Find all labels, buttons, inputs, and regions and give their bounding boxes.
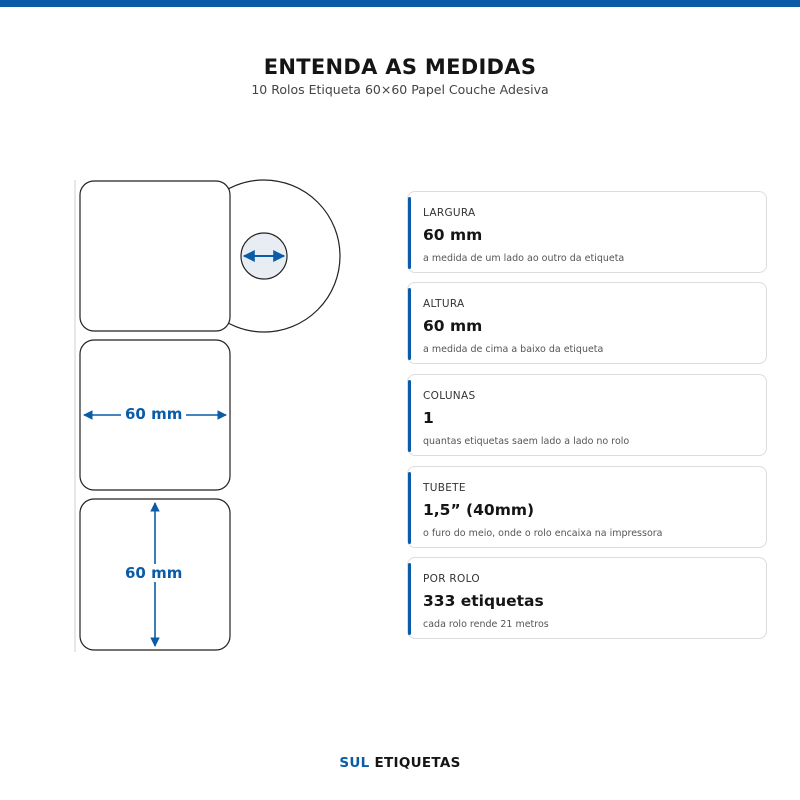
page-subtitle: 10 Rolos Etiqueta 60×60 Papel Couche Adesiva (251, 82, 549, 97)
spec-label: LARGURA (423, 207, 476, 219)
card-accent-bar (408, 288, 411, 360)
brand-name-part2: ETIQUETAS (374, 755, 461, 771)
width-dimension-label: 60 mm (121, 405, 186, 423)
spec-value: 60 mm (423, 317, 483, 335)
spec-card-largura (407, 191, 767, 273)
spec-value: 333 etiquetas (423, 592, 544, 610)
label-top (80, 181, 230, 331)
spec-value: 60 mm (423, 226, 483, 244)
spec-description: cada rolo rende 21 metros (423, 619, 549, 630)
roll-diagram-svg (0, 0, 400, 700)
label-roll-diagram (0, 0, 400, 700)
brand-name-part1: SUL (339, 755, 370, 771)
spec-label: ALTURA (423, 298, 465, 310)
card-accent-bar (408, 197, 411, 269)
spec-label: TUBETE (423, 482, 466, 494)
spec-label: COLUNAS (423, 390, 476, 402)
spec-value: 1 (423, 409, 434, 427)
spec-description: o furo do meio, onde o rolo encaixa na impressora (423, 528, 663, 539)
card-accent-bar (408, 563, 411, 635)
spec-card-por-rolo (407, 557, 767, 639)
spec-value: 1,5” (40mm) (423, 501, 535, 519)
page-title: ENTENDA AS MEDIDAS (263, 55, 537, 79)
spec-card-tubete (407, 466, 767, 548)
card-accent-bar (408, 380, 411, 452)
spec-description: a medida de cima a baixo da etiqueta (423, 344, 604, 355)
brand-footer (0, 755, 800, 771)
height-dimension-label: 60 mm (121, 564, 186, 582)
spec-card-colunas (407, 374, 767, 456)
spec-label: POR ROLO (423, 573, 480, 585)
spec-card-altura (407, 282, 767, 364)
card-accent-bar (408, 472, 411, 544)
spec-description: quantas etiquetas saem lado a lado no rolo (423, 436, 630, 447)
spec-description: a medida de um lado ao outro da etiqueta (423, 253, 625, 264)
